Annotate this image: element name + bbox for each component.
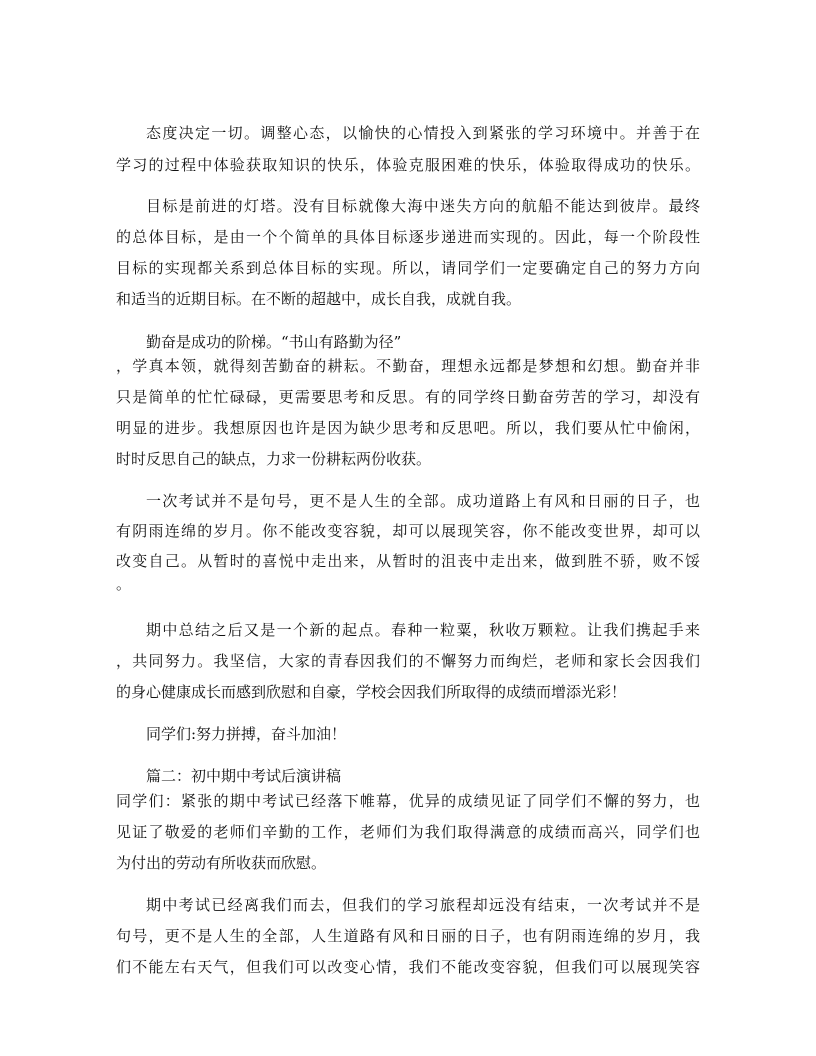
paragraph-line: 学习的过程中体验获取知识的快乐，体验克服困难的快乐，体验取得成功的快乐。 [116, 156, 700, 174]
paragraph-line: 的总体目标，是由一个个简单的具体目标逐步递进而实现的。因此，每一个阶段性 [116, 228, 700, 246]
paragraph-line: 为付出的劳动有所收获而欣慰。 [116, 854, 327, 872]
paragraph-line: 句号，更不是人生的全部，人生道路有风和日丽的日子，也有阴雨连绵的岁月，我 [116, 927, 700, 945]
paragraph-line: 只是简单的忙忙碌碌，更需要思考和反思。有的同学终日勤奋劳苦的学习，却没有 [116, 388, 700, 406]
paragraph-line: 目标的实现都关系到总体目标的实现。所以，请同学们一定要确定自己的努力方向 [116, 259, 700, 277]
paragraph-line: 同学们:努力拼搏，奋斗加油！ [146, 725, 347, 743]
paragraph-line: 同学们：紧张的期中考试已经落下帷幕，优异的成绩见证了同学们不懈的努力，也 [116, 792, 700, 810]
paragraph-line: 期中考试已经离我们而去，但我们的学习旅程却远没有结束，一次考试并不是 [146, 896, 700, 914]
paragraph-line: 见证了敬爱的老师们辛勤的工作，老师们为我们取得满意的成绩而高兴，同学们也 [116, 823, 700, 841]
paragraph-line: ，学真本领，就得刻苦勤奋的耕耘。不勤奋，理想永远都是梦想和幻想。勤奋并非 [116, 357, 700, 375]
paragraph-line: 和适当的近期目标。在不断的超越中，成长自我，成就自我。 [116, 290, 522, 308]
paragraph-line: 们不能左右天气，但我们可以改变心情，我们不能改变容貌，但我们可以展现笑容 [116, 958, 700, 976]
paragraph-line: 期中总结之后又是一个新的起点。春种一粒粟，秋收万颗粒。让我们携起手来 [146, 621, 700, 639]
paragraph-line: 时时反思自己的缺点，力求一份耕耘两份收获。 [116, 450, 432, 468]
paragraph-line: 勤奋是成功的阶梯。“书山有路勤为径” [146, 333, 402, 351]
paragraph-line: 目标是前进的灯塔。没有目标就像大海中迷失方向的航船不能达到彼岸。最终 [146, 197, 700, 215]
paragraph-line: 。 [116, 575, 132, 593]
paragraph-line: ，共同努力。我坚信，大家的青春因我们的不懈努力而绚烂，老师和家长会因我们 [116, 652, 700, 670]
paragraph-line: 明显的进步。我想原因也许是因为缺少思考和反思吧。所以，我们要从忙中偷闲， [116, 419, 700, 437]
paragraph-line: 一次考试并不是句号，更不是人生的全部。成功道路上有风和日丽的日子，也 [146, 492, 700, 510]
paragraph-line: 的身心健康成长而感到欣慰和自豪，学校会因我们所取得的成绩而增添光彩！ [116, 683, 627, 701]
paragraph-line: 态度决定一切。调整心态，以愉快的心情投入到紧张的学习环境中。并善于在 [146, 124, 700, 142]
paragraph-line: 改变自己。从暂时的喜悦中走出来，从暂时的沮丧中走出来，做到胜不骄，败不馁 [116, 552, 700, 570]
section-heading: 篇二：初中期中考试后演讲稿 [146, 767, 342, 785]
paragraph-line: 有阴雨连绵的岁月。你不能改变容貌，却可以展现笑容，你不能改变世界，却可以 [116, 522, 700, 540]
